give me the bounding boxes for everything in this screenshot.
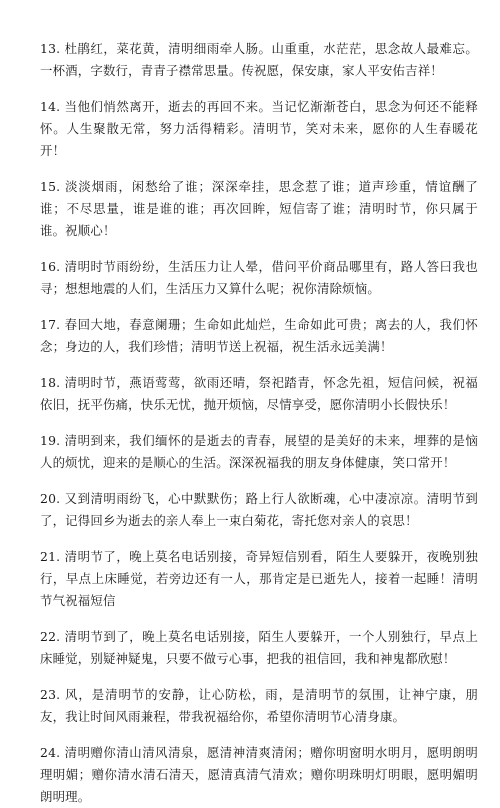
entry-number: 18. [40,375,61,390]
entry-number: 22. [40,629,61,644]
entry-number: 20. [40,491,61,506]
entry-text: 清明赠你清山清风清泉，愿清神清爽清闲；赠你明窗明水明月，愿明朗明理明媚；赠你清水清石清天，愿清真清气清欢；赠你明珠明灯明眼，愿明媚明朗明理。 [40,745,478,804]
entry-text: 春回大地，春意阑珊；生命如此灿烂，生命如此可贵；离去的人，我们怀念；身边的人，我们珍惜；清明节送上祝福，祝生活永远美满！ [40,317,478,354]
entry-text: 当他们悄然离开，逝去的再回不来。当记忆渐渐苍白，思念为何还不能释怀。人生聚散无常，努力活得精彩。清明节，笑对未来，愿你的人生春暖花开！ [40,99,478,158]
list-item [40,96,478,162]
list-item [40,626,478,670]
entry-text: 清明节到了，晚上莫名电话别接，陌生人要躲开，一个人别独行，早点上床睡觉，别疑神疑鬼，只要不做亏心事，把我的祖信回，我和神鬼都欣慰！ [40,629,478,666]
entry-number: 15. [40,179,61,194]
entry-number: 13. [40,41,61,56]
list-item [40,256,478,300]
entry-text: 清明到来，我们缅怀的是逝去的青春，展望的是美好的未来，埋葬的是恼人的烦忧，迎来的是顺心的生活。深深祝福我的朋友身体健康，笑口常开！ [40,433,478,470]
entry-text: 风，是清明节的安静，让心防松，雨，是清明节的氛围，让神宁康，朋友，我让时间风雨兼程，带我祝福给你，希望你清明节心清身康。 [40,687,478,724]
list-item [40,430,478,474]
list-item [40,314,478,358]
entry-text: 又到清明雨纷飞，心中默默伤；路上行人欲断魂，心中凄凉凉。清明节到了，记得回乡为逝去的亲人奉上一束白菊花，寄托您对亲人的哀思！ [40,491,478,528]
list-item [40,38,478,82]
entry-text: 杜鹃红，菜花黄，清明细雨牵人肠。山重重，水茫茫，思念故人最难忘。一杯酒，字数行，青青子襟常思量。传祝愿，保安康，家人平安佑吉祥！ [40,41,478,78]
list-item [40,546,478,612]
entry-number: 23. [40,687,61,702]
entry-text: 清明节了，晚上莫名电话别接，奇异短信别看，陌生人要躲开，夜晚别独行，早点上床睡觉，若旁边还有一人，那肯定是已逝先人，接着一起睡！清明节气祝福短信 [40,549,478,608]
list-item [40,372,478,416]
entry-text: 清明时节雨纷纷，生活压力让人晕，借问平价商品哪里有，路人答曰我也寻；想想地震的人们，生活压力又算什么呢；祝你清除烦恼。 [40,259,478,296]
entry-list [40,38,478,808]
list-item [40,742,478,808]
entry-number: 19. [40,433,61,448]
list-item [40,176,478,242]
entry-number: 17. [40,317,61,332]
entry-number: 21. [40,549,61,564]
entry-number: 24. [40,745,61,760]
entry-text: 淡淡烟雨，闲愁给了谁；深深牵挂，思念惹了谁；道声珍重，情谊酬了谁；不尽思量，谁是谁的谁；再次回眸，短信寄了谁；清明时节，你只属于谁。祝顺心！ [40,179,478,238]
entry-number: 14. [40,99,61,114]
entry-text: 清明时节，燕语莺莺，欲雨还晴，祭祀踏青，怀念先祖，短信问候，祝福依旧，抚平伤痛，快乐无忧，抛开烦恼，尽情享受，愿你清明小长假快乐！ [40,375,478,412]
list-item [40,684,478,728]
entry-number: 16. [40,259,61,274]
list-item [40,488,478,532]
